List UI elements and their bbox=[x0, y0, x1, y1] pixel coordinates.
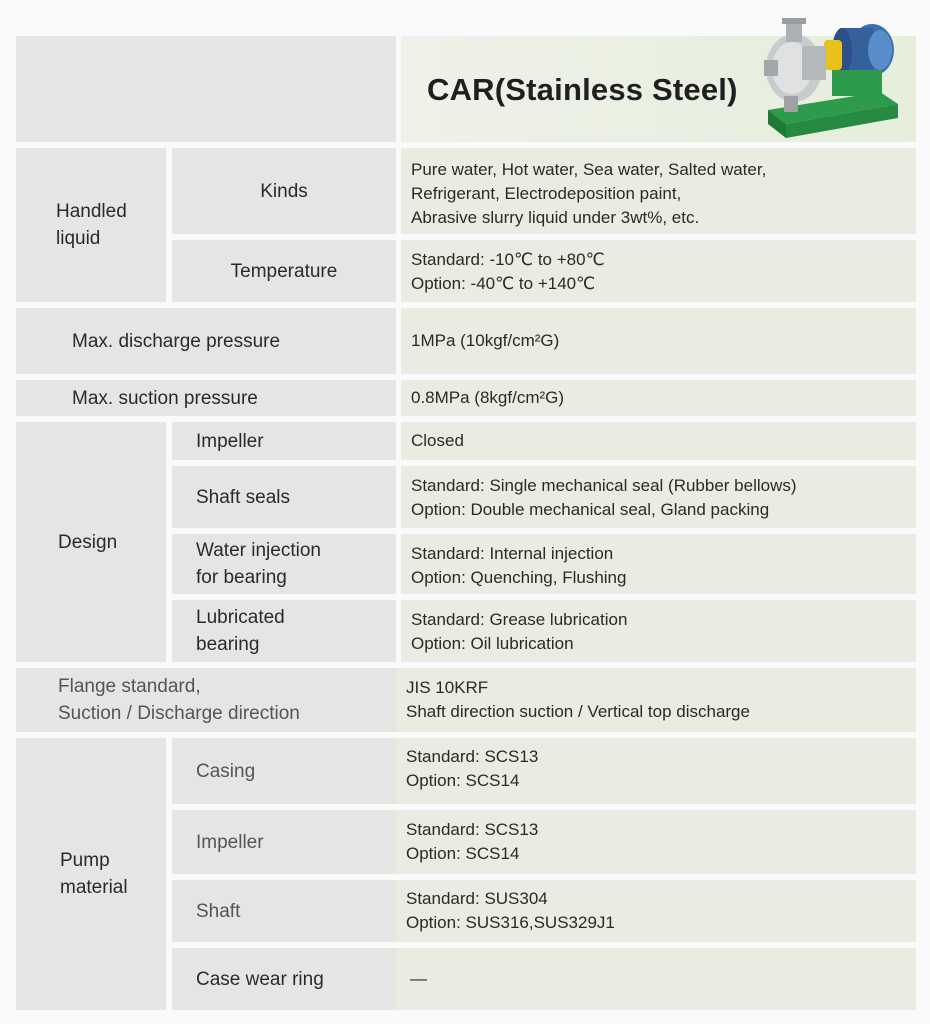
casing-value-line2: Option: SCS14 bbox=[406, 771, 520, 790]
flange-value-line2: Shaft direction suction / Vertical top discharge bbox=[406, 702, 750, 721]
flange-value-line1: JIS 10KRF bbox=[406, 678, 489, 697]
water-injection-value-line1: Standard: Internal injection bbox=[411, 544, 614, 563]
max-discharge-value bbox=[401, 308, 916, 374]
flange-value bbox=[396, 668, 916, 732]
design-label bbox=[16, 422, 166, 662]
case-wear-ring-value-text: — bbox=[410, 969, 427, 988]
material-impeller-value-line2: Option: SCS14 bbox=[406, 844, 520, 863]
shaft-value-line1: Standard: SUS304 bbox=[406, 889, 548, 908]
shaft-seals-label-text: Shaft seals bbox=[196, 486, 290, 508]
coupling-icon bbox=[824, 40, 842, 70]
max-suction-value-text: 0.8MPa (8kgf/cm²G) bbox=[411, 388, 565, 407]
design-impeller-value bbox=[401, 422, 916, 460]
temperature-value-line2: Option: -40℃ to +140℃ bbox=[411, 274, 596, 293]
max-suction-value bbox=[401, 380, 916, 416]
temperature-label-text: Temperature bbox=[230, 260, 338, 282]
kinds-label bbox=[172, 148, 396, 234]
kinds-value bbox=[401, 148, 916, 234]
design-label-text: Design bbox=[58, 531, 118, 553]
max-discharge-label-text: Max. discharge pressure bbox=[72, 330, 281, 352]
kinds-value-line1: Pure water, Hot water, Sea water, Salted water, bbox=[411, 160, 767, 179]
max-discharge-label bbox=[16, 308, 396, 374]
case-wear-ring-label-text: Case wear ring bbox=[196, 968, 324, 990]
lubricated-bearing-value-line2: Option: Oil lubrication bbox=[411, 634, 574, 653]
max-suction-label-text: Max. suction pressure bbox=[72, 387, 258, 409]
lubricated-bearing-value-line1: Standard: Grease lubrication bbox=[411, 610, 628, 629]
water-injection-value bbox=[401, 534, 916, 594]
case-wear-ring-label bbox=[172, 948, 396, 1010]
water-injection-label-line2: for bearing bbox=[196, 567, 287, 588]
casing-value-line1: Standard: SCS13 bbox=[406, 747, 539, 766]
water-injection-label bbox=[172, 534, 396, 594]
pump-material-label-line1: Pump bbox=[60, 850, 110, 871]
case-wear-ring-value bbox=[396, 948, 916, 1010]
shaft-label bbox=[172, 880, 396, 942]
lubricated-bearing-label-line2: bearing bbox=[196, 634, 260, 655]
lubricated-bearing-label-line1: Lubricated bbox=[196, 607, 285, 628]
design-impeller-label-text: Impeller bbox=[196, 430, 264, 452]
pump-image bbox=[762, 12, 902, 147]
material-impeller-label-text: Impeller bbox=[196, 831, 264, 853]
shaft-seals-value-line1: Standard: Single mechanical seal (Rubber bellows) bbox=[411, 476, 797, 495]
flange-label-line1: Flange standard, bbox=[58, 676, 201, 697]
kinds-value-line2: Refrigerant, Electrodeposition paint, bbox=[411, 184, 682, 203]
design-impeller-value-text: Closed bbox=[411, 431, 464, 450]
material-impeller-label bbox=[172, 810, 396, 874]
kinds-value-line3: Abrasive slurry liquid under 3wt%, etc. bbox=[411, 208, 700, 227]
water-injection-value-line2: Option: Quenching, Flushing bbox=[411, 568, 627, 587]
casing-label-text: Casing bbox=[196, 760, 256, 782]
casing-label bbox=[172, 738, 396, 804]
shaft-label-text: Shaft bbox=[196, 900, 241, 922]
water-injection-label-line1: Water injection bbox=[196, 540, 321, 561]
shaft-value-line2: Option: SUS316,SUS329J1 bbox=[406, 913, 615, 932]
temperature-value-line1: Standard: -10℃ to +80℃ bbox=[411, 250, 605, 269]
casing-value bbox=[396, 738, 916, 804]
lubricated-bearing-label bbox=[172, 600, 396, 662]
design-impeller-label bbox=[172, 422, 396, 460]
flange-label bbox=[16, 668, 396, 732]
material-impeller-value bbox=[396, 810, 916, 874]
lubricated-bearing-value bbox=[401, 600, 916, 662]
pump-material-label-line2: material bbox=[60, 877, 128, 898]
max-discharge-value-text: 1MPa (10kgf/cm²G) bbox=[411, 331, 560, 350]
max-suction-label bbox=[16, 380, 396, 416]
shaft-value bbox=[396, 880, 916, 942]
shaft-seals-value-line2: Option: Double mechanical seal, Gland packing bbox=[411, 500, 770, 519]
handled-liquid-label-line2: liquid bbox=[56, 228, 101, 249]
kinds-label-text: Kinds bbox=[260, 180, 308, 202]
flange-label-line2: Suction / Discharge direction bbox=[58, 703, 300, 724]
material-impeller-value-line1: Standard: SCS13 bbox=[406, 820, 539, 839]
pump-material-label bbox=[16, 738, 166, 1010]
temperature-label bbox=[172, 240, 396, 302]
handled-liquid-label bbox=[16, 148, 166, 302]
temperature-value bbox=[401, 240, 916, 302]
header-left-blank bbox=[16, 36, 396, 142]
page-title: CAR(Stainless Steel) bbox=[427, 72, 738, 107]
handled-liquid-label-line1: Handled bbox=[56, 201, 127, 222]
shaft-seals-value bbox=[401, 466, 916, 528]
shaft-seals-label bbox=[172, 466, 396, 528]
